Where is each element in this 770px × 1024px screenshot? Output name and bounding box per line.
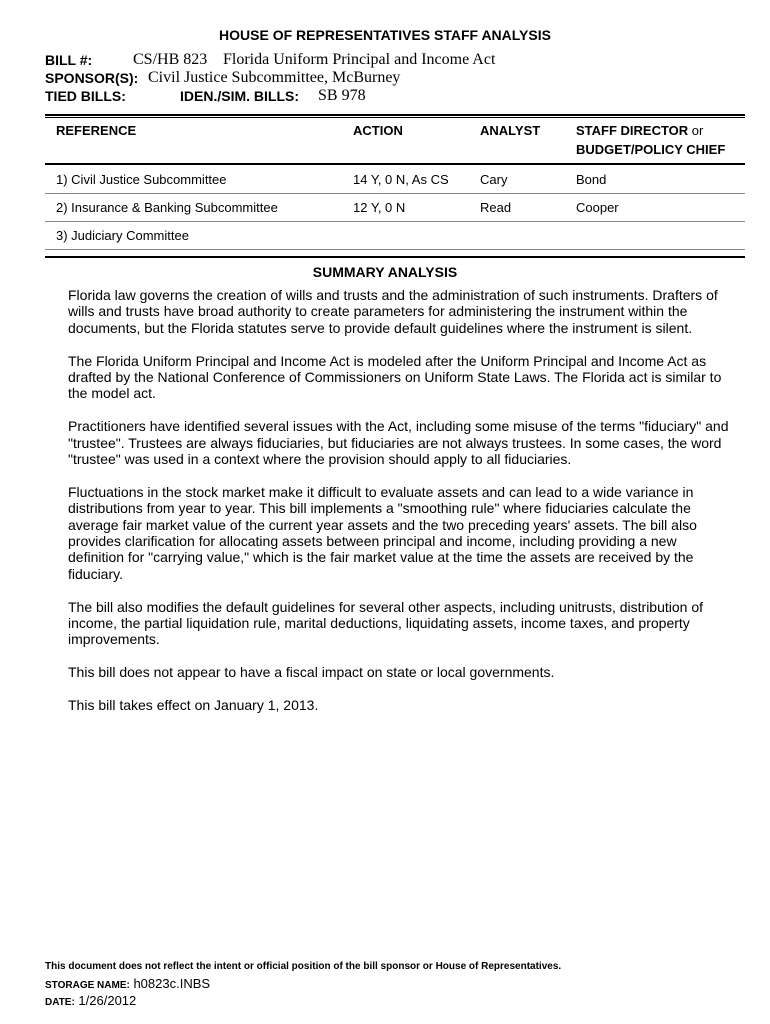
summary-body (68, 287, 728, 730)
bill-label: BILL #: (45, 52, 93, 68)
paragraph-line: definition for "carrying value," which is the fair market value at the time the assets are received by the (68, 549, 694, 566)
staff-or-label: or (688, 123, 704, 138)
summary-paragraph (68, 599, 728, 648)
paragraph-line: The Florida Uniform Principal and Income Act is modeled after the Uniform Principal and Income Act as (68, 352, 707, 369)
row-reference: 3) Judiciary Committee (56, 228, 189, 243)
header-analyst: ANALYST (480, 123, 541, 138)
iden-sim-bills-value: SB 978 (318, 87, 366, 104)
paragraph-line: wills and trusts have broad authority to create parameters for administering the instrument within the (68, 303, 688, 320)
table-bottom-rule (45, 256, 745, 258)
date-label: DATE: (45, 997, 75, 1008)
row-action: 14 Y, 0 N, As CS (353, 172, 449, 187)
sponsor-label: SPONSOR(S): (45, 70, 139, 86)
iden-sim-bills-label: IDEN./SIM. BILLS: (180, 88, 299, 104)
header-staff-director (576, 123, 703, 138)
table-top-rule-thin (45, 117, 745, 118)
row-reference: 1) Civil Justice Subcommittee (56, 172, 227, 187)
table-header-rule (45, 163, 745, 165)
summary-heading: SUMMARY ANALYSIS (312, 264, 458, 280)
paragraph-line: "trustee". Trustees are always fiduciaries, but fiduciaries are not always trustees. In some cases, the word (68, 434, 722, 451)
paragraph-line: documents, but the Florida statutes serve to provide default guidelines where the instrument is silent. (68, 319, 693, 336)
paragraph-line: This bill does not appear to have a fiscal impact on state or local governments. (68, 664, 555, 681)
summary-paragraph (68, 484, 728, 582)
paragraph-line: income, the partial liquidation rule, marital deductions, liquidating assets, income taxes, and property (68, 615, 690, 632)
row-analyst: Cary (480, 172, 508, 187)
row-divider (45, 221, 745, 222)
row-staff: Bond (576, 172, 607, 187)
summary-paragraph (68, 353, 728, 402)
summary-paragraph (68, 418, 728, 467)
tied-bills-label: TIED BILLS: (45, 88, 126, 104)
paragraph-line: This bill takes effect on January 1, 2013. (68, 697, 319, 714)
header-budget-policy-chief: BUDGET/POLICY CHIEF (576, 142, 726, 157)
row-staff: Cooper (576, 200, 619, 215)
paragraph-line: Florida law governs the creation of wills and trusts and the administration of such instruments. Drafters of (68, 287, 718, 303)
summary-paragraph (68, 697, 728, 713)
document-title: HOUSE OF REPRESENTATIVES STAFF ANALYSIS (219, 27, 551, 43)
table-top-rule (45, 114, 745, 116)
paragraph-line: average fair market value of the current year assets and the two preceding years' assets. The bill also (68, 516, 697, 533)
storage-name (45, 976, 210, 991)
row-analyst: Read (480, 200, 512, 215)
paragraph-line: the model act. (68, 385, 156, 402)
paragraph-line: improvements. (68, 631, 160, 648)
bill-number: CS/HB 823 (133, 51, 208, 68)
storage-name-label: STORAGE NAME: (45, 980, 130, 991)
summary-paragraph (68, 664, 728, 680)
staff-director-label: STAFF DIRECTOR (576, 123, 689, 138)
paragraph-line: The bill also modifies the default guidelines for several other aspects, including unitrusts, distribution of (68, 598, 704, 615)
row-reference: 2) Insurance & Banking Subcommittee (56, 200, 278, 215)
date (45, 993, 136, 1008)
sponsor-value: Civil Justice Subcommittee, McBurney (148, 69, 401, 86)
storage-name-value: h0823c.INBS (129, 976, 211, 991)
date-value: 1/26/2012 (74, 993, 137, 1008)
paragraph-line: Fluctuations in the stock market make it difficult to evaluate assets and can lead to a wide variance in (68, 483, 694, 500)
row-divider (45, 193, 745, 194)
header-action: ACTION (353, 123, 403, 138)
summary-paragraph (68, 287, 728, 336)
header-reference: REFERENCE (56, 123, 137, 138)
bill-title: Florida Uniform Principal and Income Act (223, 51, 496, 68)
paragraph-line: fiduciary. (68, 565, 123, 582)
paragraph-line: "trustee" was used in a context where the provision should apply to all fiduciaries. (68, 451, 572, 468)
paragraph-line: drafted by the National Conference of Commissioners on Uniform State Laws. The Florida act is similar to (68, 369, 722, 386)
row-action: 12 Y, 0 N (353, 200, 406, 215)
paragraph-line: provides clarification for allocating assets between principal and income, including providing a new (68, 533, 677, 550)
paragraph-line: Practitioners have identified several issues with the Act, including some misuse of the terms "fiduciary" and (68, 418, 729, 435)
paragraph-line: distributions from year to year. This bill implements a "smoothing rule" where fiduciaries calculate the (68, 500, 691, 517)
row-divider (45, 249, 745, 250)
disclaimer: This document does not reflect the intent or official position of the bill sponsor or House of Representatives. (45, 961, 562, 972)
